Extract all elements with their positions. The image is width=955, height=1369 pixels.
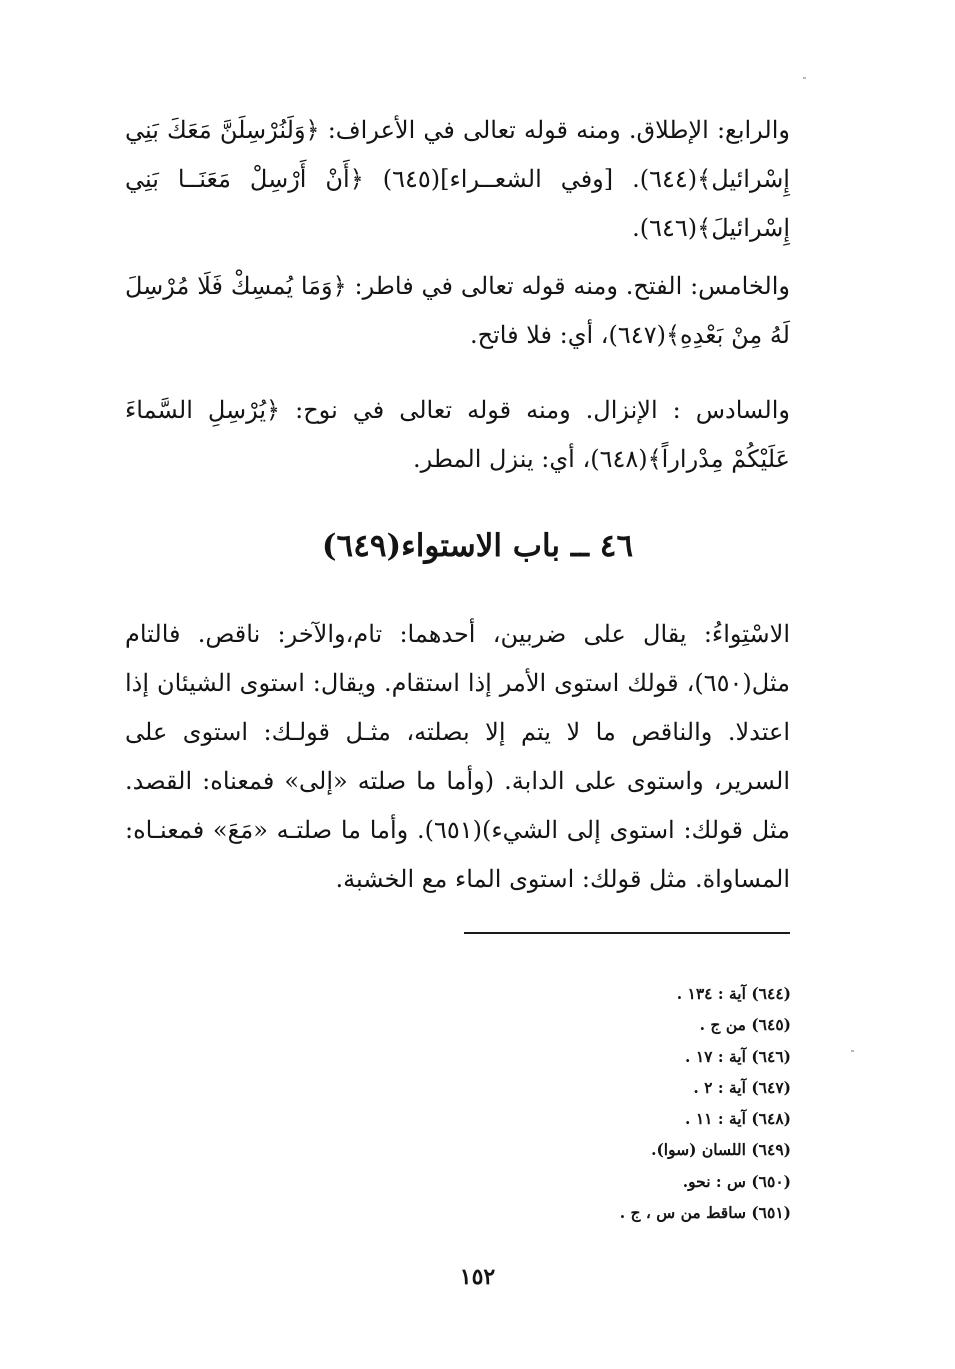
scan-speck [803,77,806,79]
footnote-item: (٦٤٧) آية : ٢ . [693,1077,791,1097]
footnote-item: (٦٥١) ساقط من س ، ج . [619,1203,791,1223]
paragraph-fifth-meaning: والخامس: الفتح. ومنه قوله تعالى في فاطر: ﴿وَمَا يُمسِكْ فَلَا مُرْسِلَ لَهُ مِنْ بَعْدِهِ﴾(٦٤٧)، أي: فلا فاتح. [125,272,790,349]
footnote-separator [464,932,790,934]
footnote-item: (٦٤٨) آية : ١١ . [685,1109,791,1129]
footnote-item: (٦٤٤) آية : ١٣٤ . [676,984,791,1003]
footnote-item: (٦٤٦) آية : ١٧ . [685,1046,791,1066]
paragraph-fourth-meaning: والرابع: الإطلاق. ومنه قوله تعالى في الأعراف: ﴿وَلَنُرْسِلَنَّ مَعَكَ بَنِي إِسْرائيل﴾(٦٤٤). [وفي الشعــراء](٦٤٥) ﴿أَنْ أَرْسِلْ مَعَنَــا بَنِي إِسْرائيلَ﴾(٦٤٦). [125,116,790,242]
paragraph-sixth-meaning: والسادس : الإنزال. ومنه قوله تعالى في نوح: ﴿يُرْسِلِ السَّماءَ عَلَيْكُمْ مِدْراراً﴾(٦٤٨)، أي: ينزل المطر. [125,396,790,473]
section-heading: ٤٦ ــ باب الاستواء(٦٤٩) [321,528,634,564]
scan-speck [851,1050,854,1052]
footnote-item: (٦٤٥) من ج . [699,1015,791,1035]
footnote-item: (٦٥٠) س : نحو. [682,1171,791,1191]
footnotes-list [391,978,791,1228]
paragraph-istiwa-definition: الاسْتِواءُ: يقال على ضربين، أحدهما: تام،والآخر: ناقص. فالتام مثل(٦٥٠)، قولك استوى الأمر إذا استقام. ويقال: استوى الشيئان إذا اعتدلا. والناقص ما لا يتم إلا بصلته، مثـل قولـك: استوى على السرير، واستوى على الدابة. (وأما ما صلته «إلى» فمعناه: القصد. مثل قولك: استوى إلى الشيء)(٦٥١). وأما ما صلتـه «مَعَ» فمعنـاه: المساواة. مثل قولك: استوى الماء مع الخشبة. [125,620,790,893]
page-number: ١٥٢ [459,1264,496,1290]
footnote-item: (٦٤٩) اللسان (سوا). [651,1140,791,1160]
